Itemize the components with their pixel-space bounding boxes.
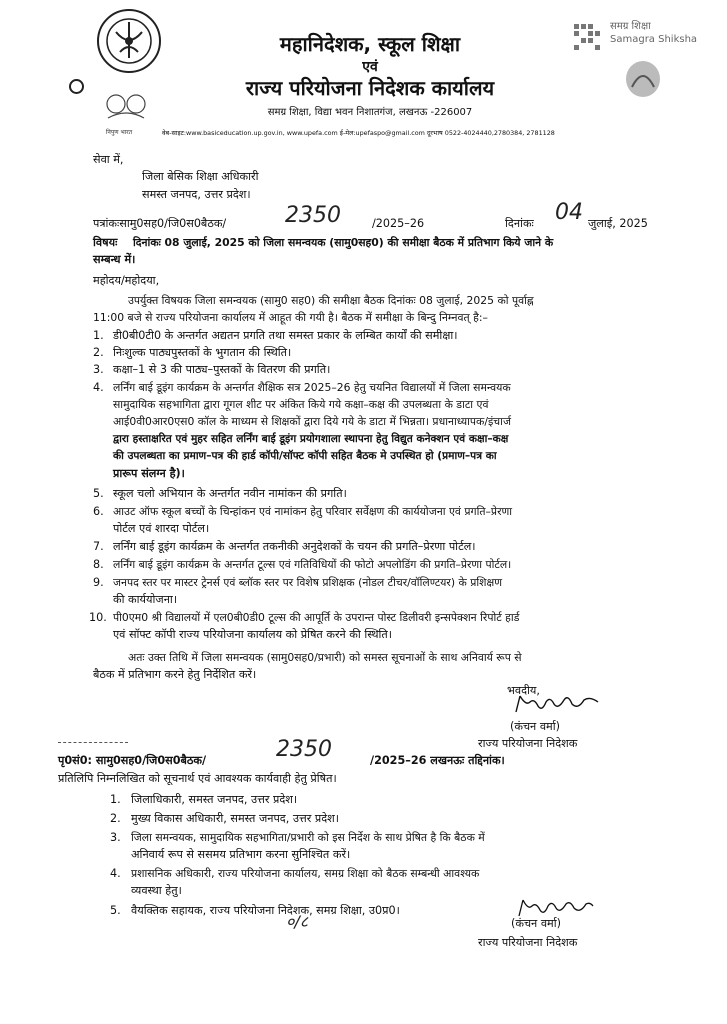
copy-item-number: 5. [110, 904, 121, 917]
point-number: 8. [93, 558, 104, 571]
copy-item-number: 3. [110, 831, 121, 844]
date-label: दिनांकः [505, 217, 534, 230]
header-title-line3: राज्य परियोजना निदेशक कार्यालय [245, 76, 495, 100]
copy-item-text: मुख्य विकास अधिकारी, समस्त जनपद, उत्तर प्रदेश। [131, 812, 340, 825]
date-rest: जुलाई, 2025 [588, 217, 648, 230]
copy-reference-prefix: पृ0सं0: सामु0सह0/जि0स0बैठक/ [58, 754, 207, 767]
nipun-bharat-caption: निपुण भारत [106, 129, 133, 136]
point-text-bold: की उपलब्धता का प्रमाण–पत्र की हार्ड कॉपी/सॉफ्ट कॉपी सहित बैठक मे उपस्थित हो (प्रमाण–पत्र का [113, 450, 497, 462]
intro-line1: उपर्युक्त विषयक जिला समन्वयक (सामु0 सह0) की समीक्षा बैठक दिनांकः 08 जुलाई, 2025 को पूर्वाह्न [128, 294, 534, 307]
copy-signature-designation: राज्य परियोजना निदेशक [478, 936, 578, 949]
point-text: आउट ऑफ स्कूल बच्चों के चिन्हांकन एवं नामांकन हेतु परिवार सर्वेक्षण की कार्ययोजना एवं प्रगति–प्रेरणा [113, 505, 513, 518]
signature-yours: भवदीय, [507, 684, 540, 697]
subject-label: विषयः [93, 236, 118, 249]
copy-item-text: जिलाधिकारी, समस्त जनपद, उत्तर प्रदेश। [131, 793, 298, 806]
point-number: 1. [93, 329, 104, 342]
samagra-english: Samagra Shiksha [610, 34, 698, 45]
letter-reference-year: /2025–26 [372, 217, 425, 230]
point-text: आई0वी0आर0एस0 कॉल के माध्यम से शिक्षकों द्वारा दिये गये के डाटा में भिन्नता। प्रधानाध्यापक/इंचार्ज [113, 415, 511, 428]
divider [58, 742, 128, 743]
handwritten-mark: ०/८ [286, 912, 309, 931]
closing-line1: अतः उक्त तिथि में जिला समन्वयक (सामु0सह0/प्रभारी) को समस्त सूचनाओं के साथ अनिवार्य रूप से [128, 651, 522, 664]
letter-reference-prefix: पत्रांकःसामु0सह0/जि0स0बैठक/ [93, 217, 227, 230]
copy-item-number: 4. [110, 867, 121, 880]
point-text: स्कूल चलो अभियान के अन्तर्गत नवीन नामांकन की प्रगति। [113, 487, 347, 500]
copy-item-text: प्रशासनिक अधिकारी, राज्य परियोजना कार्यालय, समग्र शिक्षा को बैठक सम्बन्धी आवश्यक [131, 867, 480, 880]
point-number: 7. [93, 540, 104, 553]
point-number: 9. [93, 576, 104, 589]
punch-hole [69, 79, 84, 94]
signature-name: (कंचन वर्मा) [510, 720, 560, 733]
subject-line1: दिनांकः 08 जुलाई, 2025 को जिला समन्वयक (सामु0सह0) की समीक्षा बैठक में प्रतिभाग किये जाने के [133, 236, 554, 249]
point-text: पोर्टल एवं शारदा पोर्टल। [113, 522, 210, 535]
samagra-shiksha-logo-text [610, 20, 697, 46]
point-number: 3. [93, 363, 104, 376]
intro-line2: 11:00 बजे से राज्य परियोजना कार्यालय में आहूत की गयी है। बैठक में समीक्षा के बिन्दु निम्नवत् है:– [93, 311, 488, 324]
header-title-line2: एवं [362, 59, 378, 75]
copy-item-number: 1. [110, 793, 121, 806]
point-text: पी0एम0 श्री विद्यालयों में एल0बी0डी0 टूल्स की आपूर्ति के उपरान्त पोस्ट डिलीवरी इन्सपेक्शन रिपोर्ट हार्ड [113, 611, 520, 624]
point-text: लर्निंग बाई डूइंग कार्यक्रम के अन्तर्गत टूल्स एवं गतिविधियों की फोटो अपलोडिंग की प्रगति–प्रेरणा पोर्टल। [113, 558, 512, 571]
salutation: महोदय/महोदया, [93, 274, 160, 287]
samagra-hindi: समग्र शिक्षा [610, 21, 651, 32]
state-emblem-icon [624, 57, 662, 99]
copy-number-handwritten: 2350 [276, 737, 332, 762]
copy-reference-rest: /2025–26 लखनऊः तद्दिनांक। [370, 754, 505, 767]
point-text: लर्निंग बाई डूइंग कार्यक्रम के अन्तर्गत तकनीकी अनुदेशकों के चयन की प्रगति–प्रेरणा पोर्टल। [113, 540, 476, 553]
copy-item-text: अनिवार्य रूप से ससमय प्रतिभाग करना सुनिश्चित करें। [131, 848, 351, 861]
nipun-bharat-logo-icon [98, 88, 154, 126]
date-handwritten: 04 [555, 200, 583, 225]
subject-line2: सम्बन्ध में। [93, 253, 136, 266]
samagra-shiksha-logo-icon [572, 22, 602, 52]
point-number: 6. [93, 505, 104, 518]
point-number: 2. [93, 346, 104, 359]
handwritten-signature-icon [512, 690, 602, 718]
copy-item-text: वैयक्तिक सहायक, राज्य परियोजना निदेशक, समग्र शिक्षा, उ0प्र0। [131, 904, 400, 917]
copy-item-number: 2. [110, 812, 121, 825]
point-text: लर्निंग बाई डूइंग कार्यक्रम के अन्तर्गत शैक्षिक सत्र 2025–26 हेतु चयनित विद्यालयों में जिला समन्वयक [113, 381, 511, 394]
point-text: निःशुल्क पाठ्यपुस्तकों के भुगतान की स्थिति। [113, 346, 292, 359]
closing-line2: बैठक में प्रतिभाग करने हेतु निर्देशित करें। [93, 668, 257, 681]
point-text: डी0बी0टी0 के अन्तर्गत अद्यतन प्रगति तथा समस्त प्रकार के लम्बित कार्यों की समीक्षा। [113, 329, 458, 342]
point-text: जनपद स्तर पर मास्टर ट्रेनर्स एवं ब्लॉक स्तर पर विशेष प्रशिक्षक (नोडल टीचर/वॉलिण्टयर) के प्रशिक्षण [113, 576, 503, 589]
copy-item-text: जिला समन्वयक, सामुदायिक सहभागिता/प्रभारी को इस निर्देश के साथ प्रेषित है कि बैठक में [131, 831, 485, 844]
recipient-line3: समस्त जनपद, उत्तर प्रदेश। [142, 188, 251, 201]
header-title-line1: महानिदेशक, स्कूल शिक्षा [279, 32, 461, 56]
point-text-bold: द्वारा हस्ताक्षरित एवं मुहर सहित लर्निंग बाई डूइंग प्रयोगशाला स्थापना हेतु विद्युत कनेक्शन एवं कक्षा–कक्ष [113, 433, 509, 445]
copy-intro: प्रतिलिपि निम्नलिखित को सूचनार्थ एवं आवश्यक कार्यवाही हेतु प्रेषित। [58, 772, 337, 785]
point-text: सामुदायिक सहभागिता द्वारा गूगल शीट पर अंकित किये गये कक्षा–कक्ष की उपलब्धता के डाटा एवं [113, 398, 489, 411]
copy-signature-name: (कंचन वर्मा) [511, 917, 561, 930]
letter-number-handwritten: 2350 [285, 203, 341, 228]
signature-designation: राज्य परियोजना निदेशक [478, 737, 578, 750]
header-contact: वेब-साइट:www.basiceducation.up.gov.in, www.upefa.com ई-मेल:upefaspo@gmail.com दूरभाष 0522-4024440,2780384, 2781128 [162, 129, 555, 137]
point-text-bold: प्रारूप संलग्न है)। [113, 467, 185, 480]
point-number: 5. [93, 487, 104, 500]
point-number: 10. [89, 611, 107, 624]
point-text: एवं सॉफ्ट कॉपी राज्य परियोजना कार्यालय को प्रेषित करने की स्थिति। [113, 628, 393, 641]
point-text: कक्षा–1 से 3 की पाठ्य–पुस्तकों के वितरण की प्रगति। [113, 363, 331, 376]
point-text: की कार्ययोजना। [113, 593, 178, 606]
recipient-line1: सेवा में, [93, 153, 124, 166]
up-government-emblem-icon [96, 8, 162, 74]
recipient-line2: जिला बेसिक शिक्षा अधिकारी [142, 170, 259, 183]
copy-item-text: व्यवस्था हेतु। [131, 884, 182, 897]
point-number: 4. [93, 381, 104, 394]
header-address: समग्र शिक्षा, विद्या भवन निशातगंज, लखनऊ -226007 [267, 107, 473, 118]
